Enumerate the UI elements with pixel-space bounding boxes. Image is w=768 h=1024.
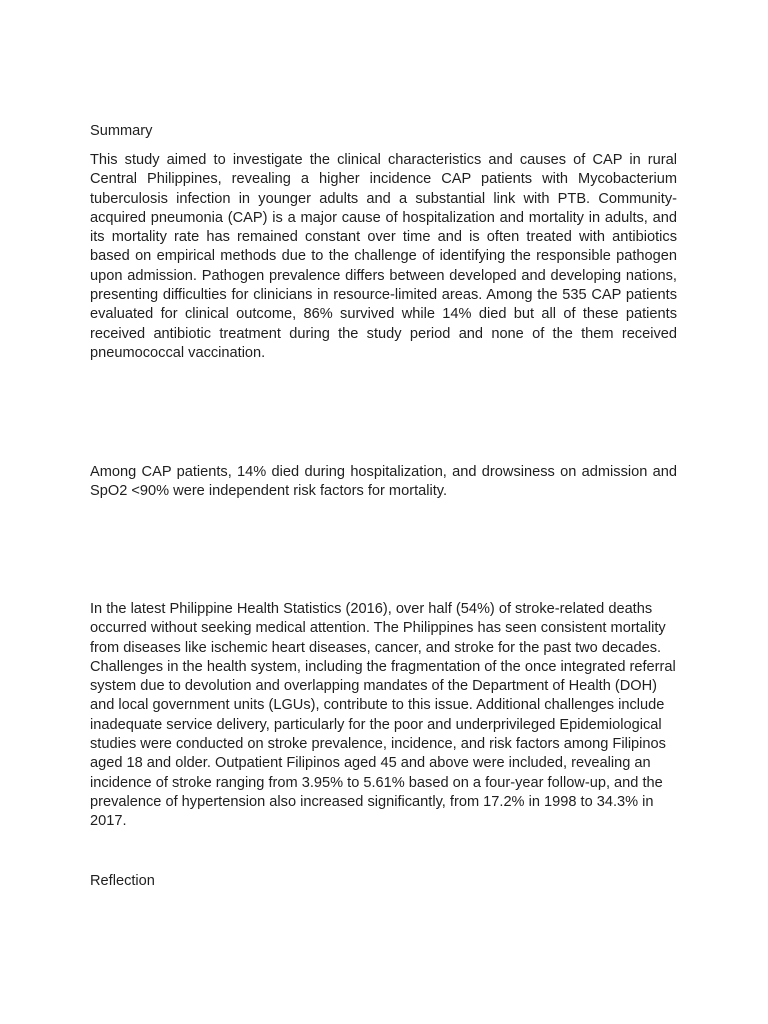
summary-heading: Summary bbox=[90, 123, 153, 139]
summary-paragraph: This study aimed to investigate the clinical characteristics and causes of CAP in rural Central Philippines, revealing a higher incidence CAP patients with Mycobacterium tuberculosis infection in younger adults and a substantial link with PTB. Community-acquired pneumonia (CAP) is a major cause of hospitalization and mortality in adults, and its mortality rate has remained constant over time and is often treated with antibiotics based on empirical methods due to the challenge of identifying the responsible pathogen upon admission. Pathogen prevalence differs between developed and developing nations, presenting difficulties for clinicians in resource-limited areas. Among the 535 CAP patients evaluated for clinical outcome, 86% survived while 14% died but all of these patients received antibiotic treatment during the study period and none of the them received pneumococcal vaccination. bbox=[90, 152, 677, 361]
mortality-paragraph: Among CAP patients, 14% died during hospitalization, and drowsiness on admission and SpO2 <90% were independent risk factors for mortality. bbox=[90, 464, 677, 500]
reflection-heading: Reflection bbox=[90, 873, 155, 889]
stroke-paragraph: In the latest Philippine Health Statistics (2016), over half (54%) of stroke-related deaths occurred without seeking medical attention. The Philippines has seen consistent mortality from diseases like ischemic heart diseases, cancer, and stroke for the past two decades. Challenges in the health system, including the fragmentation of the once integrated referral system due to devolution and overlapping mandates of the Department of Health (DOH) and local government units (LGUs), contribute to this issue. Additional challenges include inadequate service delivery, particularly for the poor and underprivileged Epidemiological studies were conducted on stroke prevalence, incidence, and risk factors among Filipinos aged 18 and older. Outpatient Filipinos aged 45 and above were included, revealing an incidence of stroke ranging from 3.95% to 5.61% based on a four-year follow-up, and the prevalence of hypertension also increased significantly, from 17.2% in 1998 to 34.3% in 2017. bbox=[90, 601, 676, 830]
